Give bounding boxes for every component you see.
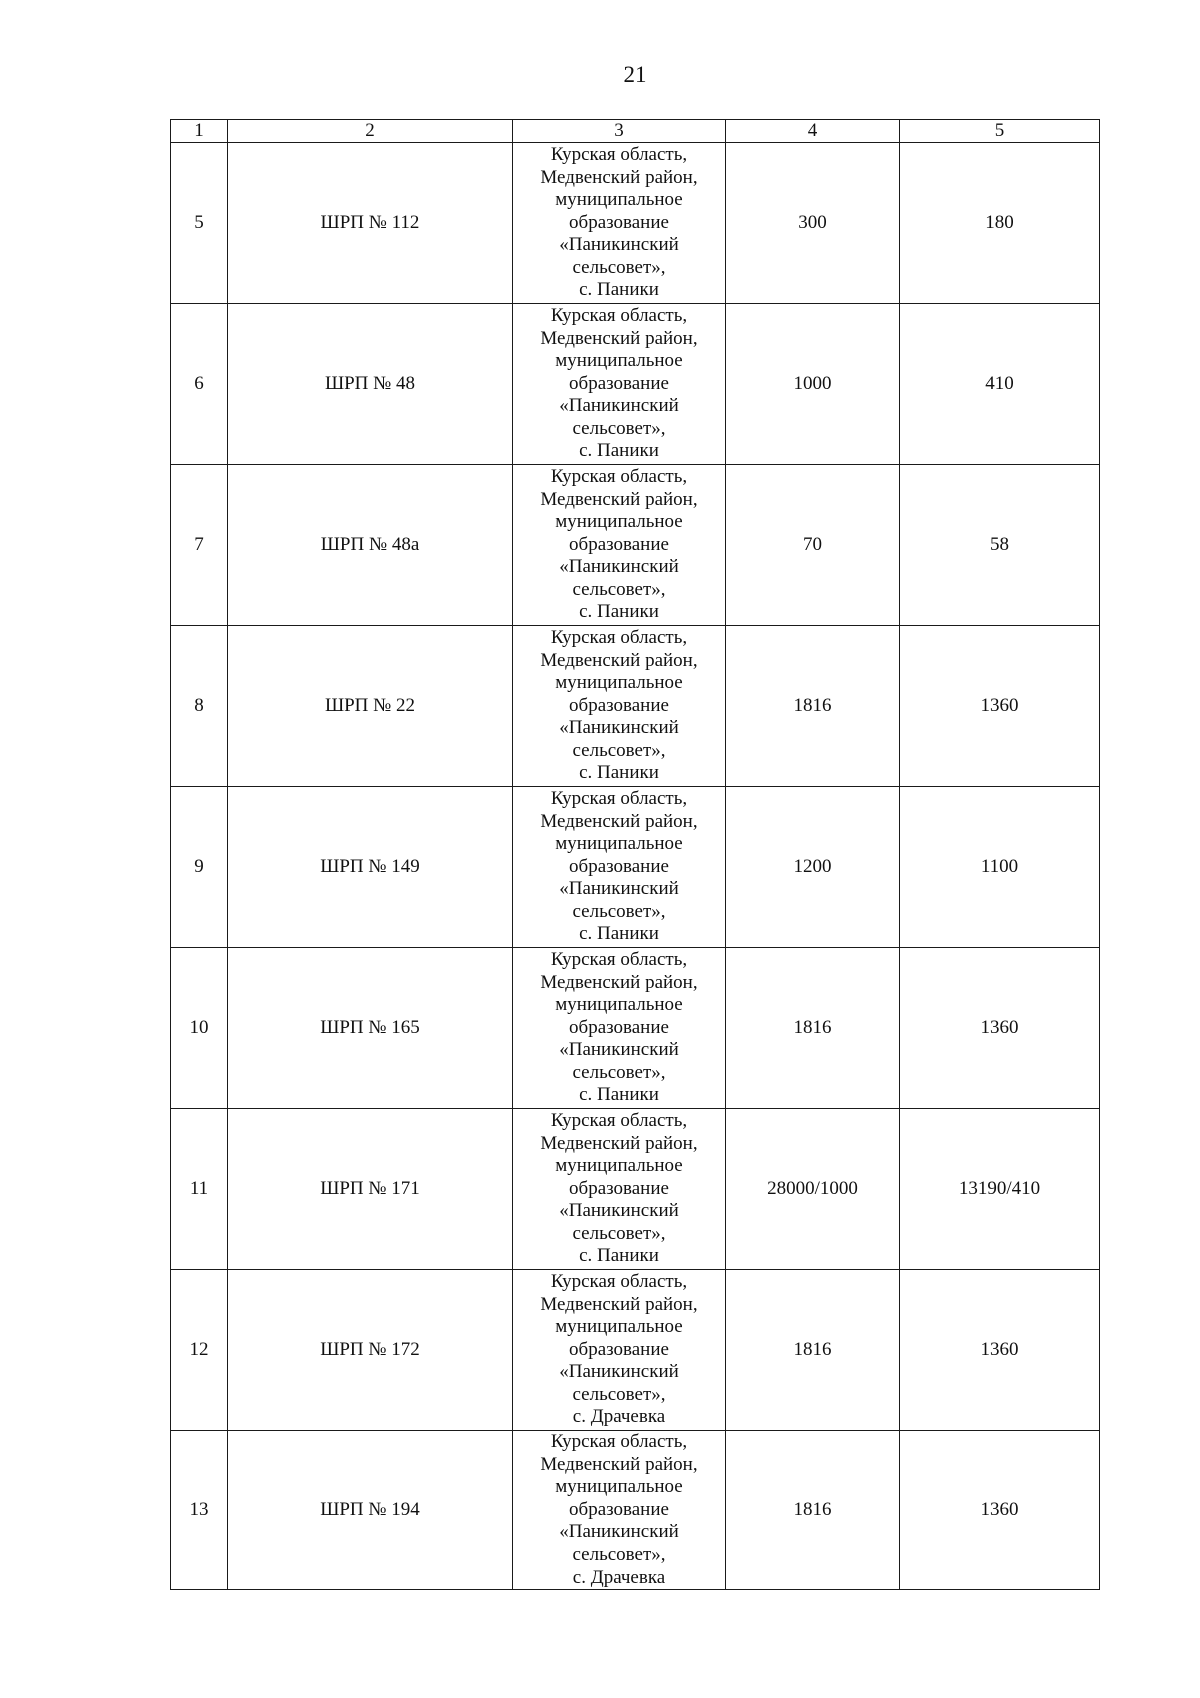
station-name-cell: ШРП № 171 bbox=[228, 1109, 513, 1270]
address-line: муниципальное bbox=[555, 672, 683, 694]
address-line: с. Паники bbox=[579, 1084, 659, 1106]
address-line: образование bbox=[569, 855, 669, 877]
address-line: образование bbox=[569, 694, 669, 716]
table-row bbox=[171, 465, 1100, 626]
address-line: образование bbox=[569, 372, 669, 394]
row-number-cell: 5 bbox=[171, 143, 228, 304]
address-line: Медвенский район, bbox=[540, 971, 698, 993]
column-5-value-cell: 410 bbox=[900, 304, 1100, 465]
column-5-value-cell: 180 bbox=[900, 143, 1100, 304]
table-body bbox=[171, 120, 1100, 1590]
address-cell bbox=[513, 1109, 726, 1270]
table-row bbox=[171, 626, 1100, 787]
address-line: Курская область, bbox=[550, 626, 688, 648]
address-line: «Паникинский bbox=[559, 717, 679, 739]
address-line: «Паникинский bbox=[559, 556, 679, 578]
column-number-cell: 2 bbox=[228, 120, 513, 143]
address-line: образование bbox=[569, 211, 669, 233]
row-number-cell: 12 bbox=[171, 1270, 228, 1431]
column-number-cell: 4 bbox=[726, 120, 900, 143]
address-line: «Паникинский bbox=[559, 1039, 679, 1061]
address-line: Медвенский район, bbox=[540, 810, 698, 832]
station-name-cell: ШРП № 48а bbox=[228, 465, 513, 626]
column-5-value-cell: 1360 bbox=[900, 626, 1100, 787]
station-name-cell: ШРП № 194 bbox=[228, 1431, 513, 1590]
address-line: с. Паники bbox=[579, 279, 659, 301]
address-line: сельсовет», bbox=[572, 1383, 666, 1405]
address-line: муниципальное bbox=[555, 1476, 683, 1498]
station-name-cell: ШРП № 149 bbox=[228, 787, 513, 948]
column-4-value-cell: 300 bbox=[726, 143, 900, 304]
address-cell bbox=[513, 626, 726, 787]
column-number-cell: 5 bbox=[900, 120, 1100, 143]
address-cell bbox=[513, 143, 726, 304]
column-4-value-cell: 1000 bbox=[726, 304, 900, 465]
gas-station-table bbox=[170, 119, 1100, 1590]
address-cell bbox=[513, 1270, 726, 1431]
address-line: Курская область, bbox=[550, 143, 688, 165]
column-4-value-cell: 70 bbox=[726, 465, 900, 626]
address-line: сельсовет», bbox=[572, 1222, 666, 1244]
address-line: «Паникинский bbox=[559, 234, 679, 256]
table-row bbox=[171, 1270, 1100, 1431]
address-line: муниципальное bbox=[555, 350, 683, 372]
address-line: муниципальное bbox=[555, 994, 683, 1016]
column-4-value-cell: 1816 bbox=[726, 948, 900, 1109]
address-line: с. Паники bbox=[579, 762, 659, 784]
address-line: сельсовет», bbox=[572, 1543, 666, 1565]
row-number-cell: 13 bbox=[171, 1431, 228, 1590]
address-line: сельсовет», bbox=[572, 578, 666, 600]
address-line: Курская область, bbox=[550, 304, 688, 326]
station-name-cell: ШРП № 22 bbox=[228, 626, 513, 787]
address-line: образование bbox=[569, 533, 669, 555]
address-line: сельсовет», bbox=[572, 256, 666, 278]
table-row bbox=[171, 948, 1100, 1109]
address-line: муниципальное bbox=[555, 189, 683, 211]
address-line: Курская область, bbox=[550, 1109, 688, 1131]
address-line: с. Паники bbox=[579, 923, 659, 945]
address-line: Курская область, bbox=[550, 948, 688, 970]
address-cell bbox=[513, 948, 726, 1109]
address-line: с. Паники bbox=[579, 601, 659, 623]
address-line: образование bbox=[569, 1016, 669, 1038]
address-line: сельсовет», bbox=[572, 417, 666, 439]
address-line: образование bbox=[569, 1498, 669, 1520]
table-row bbox=[171, 1109, 1100, 1270]
address-line: Медвенский район, bbox=[540, 488, 698, 510]
address-line: муниципальное bbox=[555, 833, 683, 855]
row-number-cell: 11 bbox=[171, 1109, 228, 1270]
column-5-value-cell: 58 bbox=[900, 465, 1100, 626]
page-number: 21 bbox=[623, 62, 647, 87]
column-4-value-cell: 1816 bbox=[726, 626, 900, 787]
address-line: муниципальное bbox=[555, 1155, 683, 1177]
address-line: сельсовет», bbox=[572, 739, 666, 761]
station-name-cell: ШРП № 165 bbox=[228, 948, 513, 1109]
station-name-cell: ШРП № 112 bbox=[228, 143, 513, 304]
address-cell bbox=[513, 787, 726, 948]
address-cell bbox=[513, 304, 726, 465]
table-row bbox=[171, 143, 1100, 304]
address-line: образование bbox=[569, 1338, 669, 1360]
column-5-value-cell: 1100 bbox=[900, 787, 1100, 948]
column-number-row bbox=[171, 120, 1100, 143]
station-name-cell: ШРП № 172 bbox=[228, 1270, 513, 1431]
row-number-cell: 9 bbox=[171, 787, 228, 948]
address-line: «Паникинский bbox=[559, 1361, 679, 1383]
address-line: образование bbox=[569, 1177, 669, 1199]
address-line: муниципальное bbox=[555, 1316, 683, 1338]
address-line: сельсовет», bbox=[572, 1061, 666, 1083]
address-line: Медвенский район, bbox=[540, 327, 698, 349]
table-row bbox=[171, 304, 1100, 465]
address-line: Курская область, bbox=[550, 465, 688, 487]
address-line: Медвенский район, bbox=[540, 1293, 698, 1315]
address-line: Медвенский район, bbox=[540, 1132, 698, 1154]
column-5-value-cell: 1360 bbox=[900, 1270, 1100, 1431]
address-line: Медвенский район, bbox=[540, 649, 698, 671]
column-4-value-cell: 1200 bbox=[726, 787, 900, 948]
address-line: Курская область, bbox=[550, 787, 688, 809]
address-cell bbox=[513, 465, 726, 626]
row-number-cell: 10 bbox=[171, 948, 228, 1109]
column-5-value-cell: 13190/410 bbox=[900, 1109, 1100, 1270]
column-4-value-cell: 1816 bbox=[726, 1431, 900, 1590]
address-line: Медвенский район, bbox=[540, 1453, 698, 1475]
table-row bbox=[171, 787, 1100, 948]
address-line: муниципальное bbox=[555, 511, 683, 533]
address-cell bbox=[513, 1431, 726, 1590]
address-line: Курская область, bbox=[550, 1431, 688, 1452]
address-line: «Паникинский bbox=[559, 878, 679, 900]
address-line: с. Драчевка bbox=[572, 1566, 666, 1588]
address-line: Медвенский район, bbox=[540, 166, 698, 188]
column-5-value-cell: 1360 bbox=[900, 948, 1100, 1109]
table-row bbox=[171, 1431, 1100, 1590]
address-line: с. Паники bbox=[579, 440, 659, 462]
address-line: Курская область, bbox=[550, 1270, 688, 1292]
address-line: сельсовет», bbox=[572, 900, 666, 922]
column-5-value-cell: 1360 bbox=[900, 1431, 1100, 1590]
address-line: «Паникинский bbox=[559, 1521, 679, 1543]
column-number-cell: 3 bbox=[513, 120, 726, 143]
address-line: «Паникинский bbox=[559, 1200, 679, 1222]
row-number-cell: 8 bbox=[171, 626, 228, 787]
address-line: с. Паники bbox=[579, 1245, 659, 1267]
address-line: «Паникинский bbox=[559, 395, 679, 417]
column-4-value-cell: 1816 bbox=[726, 1270, 900, 1431]
column-number-cell: 1 bbox=[171, 120, 228, 143]
row-number-cell: 7 bbox=[171, 465, 228, 626]
address-line: с. Драчевка bbox=[572, 1406, 666, 1428]
station-name-cell: ШРП № 48 bbox=[228, 304, 513, 465]
column-4-value-cell: 28000/1000 bbox=[726, 1109, 900, 1270]
row-number-cell: 6 bbox=[171, 304, 228, 465]
